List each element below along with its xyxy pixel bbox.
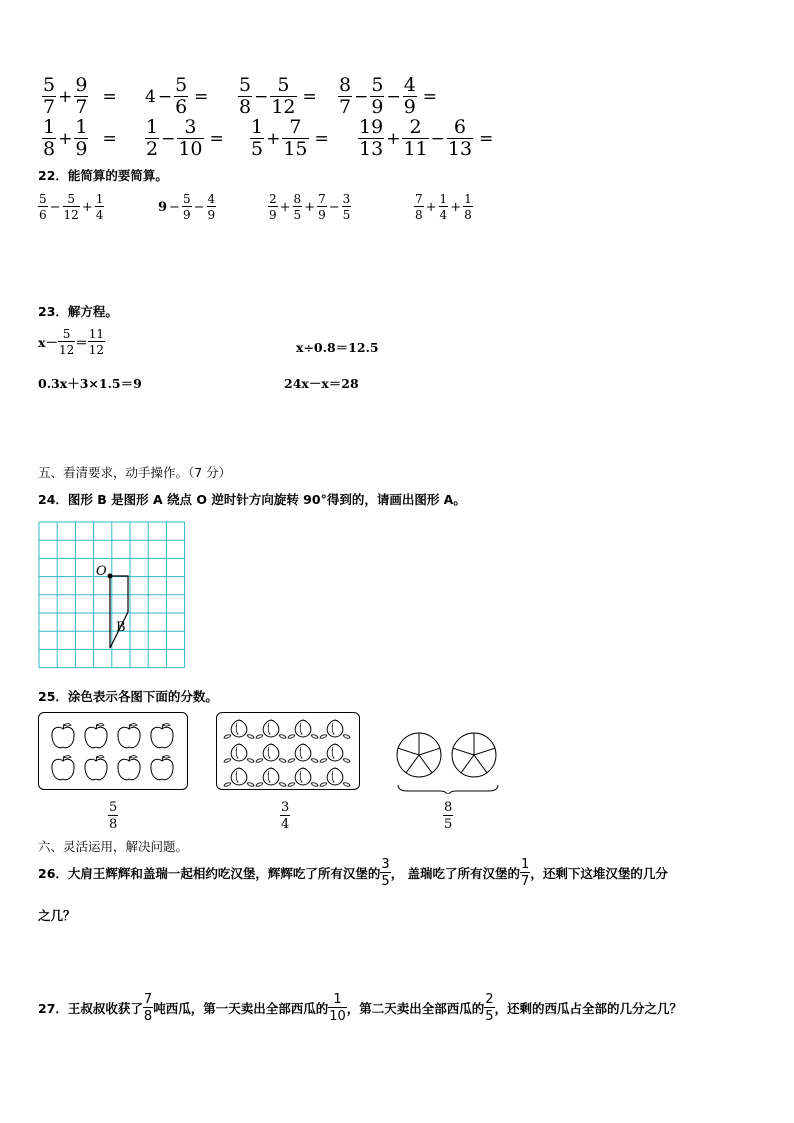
- pie-circle: [397, 733, 441, 777]
- shape-b-label: B: [116, 620, 126, 635]
- fraction: $\frac{5}{12}$: [271, 74, 296, 118]
- equation-4: 24x－x＝28: [284, 376, 359, 391]
- peach-icon: [224, 720, 254, 738]
- fraction: $\frac{1}{5}$: [251, 116, 264, 160]
- peach-icon: [288, 744, 318, 762]
- peach-icon: [256, 720, 286, 738]
- peach-icon: [320, 720, 350, 738]
- point-o-label: O: [96, 564, 107, 579]
- question-26-line2: 之几？: [38, 908, 76, 923]
- rotation-point-o: [108, 574, 113, 579]
- rotation-grid: [38, 521, 186, 669]
- calc-item: 4 − $\frac{5}{6}$ =: [145, 74, 209, 118]
- calc-item: $\frac{19}{13}$ + $\frac{2}{11}$ − $\frac{6}{13}$ =: [359, 116, 494, 160]
- peach-icon: [224, 768, 254, 786]
- question-23-title: 23．解方程。: [38, 304, 118, 319]
- apple-icon: [85, 756, 107, 780]
- grid-lines: [39, 522, 185, 668]
- equation-3: 0.3x＋3×1.5＝9: [38, 376, 142, 391]
- equation-2: x÷0.8＝12.5: [296, 340, 379, 355]
- calc-item: $\frac{5}{7}$ + $\frac{9}{7}$ =: [43, 74, 117, 118]
- apple-icon: [52, 756, 74, 780]
- brace: [398, 785, 498, 794]
- calc-item: $\frac{5}{6}$ − $\frac{5}{12}$ + $\frac{1}{4}$: [39, 192, 104, 222]
- question-22-title: 22．能简算的要简算。: [38, 168, 168, 183]
- fraction: $\frac{19}{13}$: [359, 116, 384, 160]
- shape-b-outline: [110, 576, 128, 648]
- fraction: $\frac{7}{15}$: [283, 116, 308, 160]
- fraction: $\frac{1}{8}$: [43, 116, 56, 160]
- calc-item: $\frac{8}{7}$ − $\frac{5}{9}$ − $\frac{4}{9}$ =: [339, 74, 438, 118]
- peach-icon: [288, 720, 318, 738]
- peach-icon: [256, 768, 286, 786]
- fraction: $\frac{8}{7}$: [339, 74, 352, 118]
- apple-icon: [85, 724, 107, 748]
- apple-box: [38, 712, 188, 790]
- peach-icon: [320, 744, 350, 762]
- fraction: $\frac{5}{7}$: [43, 74, 56, 118]
- fraction: $\frac{9}{7}$: [75, 74, 88, 118]
- apple-icon: [151, 724, 173, 748]
- calc-item: $\frac{1}{2}$ − $\frac{3}{10}$ =: [146, 116, 224, 160]
- apples-figure: [39, 713, 189, 791]
- calc-item: $\frac{5}{8}$ − $\frac{5}{12}$ =: [239, 74, 317, 118]
- fraction: $\frac{5}{6}$: [175, 74, 188, 118]
- calc-item: $\frac{2}{9}$ + $\frac{8}{5}$ + $\frac{7}{9}$ − $\frac{3}{5}$: [269, 192, 351, 222]
- apple-icon: [52, 724, 74, 748]
- equation-1: x－ $\frac{5}{12}$ ＝ $\frac{11}{12}$: [38, 327, 105, 357]
- apple-icon: [118, 756, 140, 780]
- fraction: $\frac{5}{8}$: [239, 74, 252, 118]
- fraction: $\frac{5}{9}$: [371, 74, 384, 118]
- pie-circle: [452, 733, 496, 777]
- peach-icon: [288, 768, 318, 786]
- section-6-heading: 六、灵活运用，解决问题。: [38, 839, 189, 854]
- peach-icon: [320, 768, 350, 786]
- calc-item: $\frac{1}{8}$ + $\frac{1}{9}$ =: [43, 116, 117, 160]
- question-27: 27．王叔叔收获了 $\frac{7}{8}$ 吨西瓜，第一天卖出全部西瓜的 $\frac{1}{10}$ ，第二天卖出全部西瓜的 $\frac{2}{5}$ ，还剩的西瓜占全部的几分之几？: [38, 992, 683, 1024]
- fraction: $\frac{6}{13}$: [447, 116, 473, 160]
- calc-item: $\frac{7}{8}$ + $\frac{1}{4}$ + $\frac{1}{8}$: [415, 192, 472, 222]
- fraction-caption-2: $\frac{3}{4}$: [281, 800, 290, 832]
- peach-icon: [224, 744, 254, 762]
- calc-item: $\frac{1}{5}$ + $\frac{7}{15}$ =: [251, 116, 329, 160]
- section-5-heading: 五、看清要求，动手操作。（7 分）: [38, 465, 232, 480]
- question-24-title: 24．图形 B 是图形 A 绕点 O 逆时针方向旋转 90°得到的，请画出图形 A。: [38, 492, 466, 507]
- fraction-caption-3: $\frac{8}{5}$: [444, 800, 453, 832]
- peaches-figure: [217, 713, 361, 791]
- apple-icon: [118, 724, 140, 748]
- fraction: $\frac{1}{2}$: [146, 116, 159, 160]
- fraction-circles: [392, 730, 504, 794]
- fraction-caption-1: $\frac{5}{8}$: [109, 800, 118, 832]
- fraction: $\frac{3}{10}$: [178, 116, 203, 160]
- question-25-title: 25．涂色表示各图下面的分数。: [38, 689, 218, 704]
- fraction: $\frac{1}{9}$: [75, 116, 88, 160]
- peach-box: [216, 712, 360, 790]
- peach-icon: [256, 744, 286, 762]
- fraction: $\frac{2}{11}$: [403, 116, 428, 160]
- calc-item: 9 − $\frac{5}{9}$ − $\frac{4}{9}$: [158, 192, 216, 222]
- question-26-line1: 26．大肩王辉辉和盖瑞一起相约吃汉堡，辉辉吃了所有汉堡的 $\frac{3}{5}$ ， 盖瑞吃了所有汉堡的 $\frac{1}{7}$ ，还剩下这堆汉堡的几分: [38, 857, 668, 889]
- apple-icon: [151, 756, 173, 780]
- fraction: $\frac{4}{9}$: [403, 74, 416, 118]
